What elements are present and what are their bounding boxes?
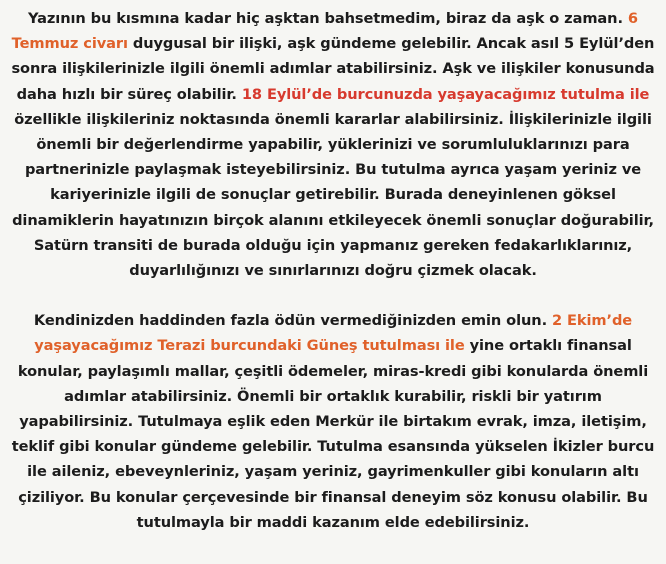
highlight-date-july-6: 6 Temmuz civarı	[11, 10, 638, 53]
text-segment: yine ortaklı finansal konular, paylaşımlı mallar, çeşitli ödemeler, miras-kredi gibi konularda önemli adımlar atabilirsiniz. Önemli bir ortaklık kurabilir, riskli bir yatırım yapabilirsiniz. Tutulmaya eşlik eden Merkür ile birtakım evrak, imza, iletişim, teklif gibi konular gündeme gelebilir. Tutulma esansında yükselen İkizler burcu ile aileniz, ebeveynleriniz, yaşam yeriniz, gayrimenkuller gibi konuların altı çiziliyor. Bu konular çerçevesinde bir finansal deneyim söz konusu olabilir. Bu tutulmayla bir maddi kazanım elde edebilirsiniz.	[11, 337, 655, 531]
text-segment: Yazının bu kısmına kadar hiç aşktan bahsetmedim, biraz da aşk o zaman.	[28, 10, 628, 27]
paragraph-2	[6, 308, 660, 535]
highlight-eclipse-oct-2: 2 Ekim’de yaşayacağımız Terazi burcundaki Güneş tutulması ile	[34, 312, 633, 355]
text-segment: Kendinizden haddinden fazla ödün vermediğinizden emin olun.	[33, 312, 552, 330]
text-segment: özellikle ilişkileriniz noktasında önemli kararlar alabilirsiniz. İlişkilerinizle ilgili önemli bir değerlendirme yapabilir, yüklerinizi ve sorumluluklarınızı para partnerinizle paylaşmak isteyebilirsiniz. Bu tutulma ayrıca yaşam yeriniz ve kariyerinizle ilgili de sonuçlar getirebilir. Burada deneyinlenen göksel dinamiklerin hayatınızın birçok alanını etkileyecek önemli sonuçlar doğurabilir, Satürn transiti de burada olduğu için yapmanız gereken fedakarlıklarınız, duyarlılığınızı ve sınırlarınızı doğru çizmek olacak.	[12, 110, 654, 280]
highlight-eclipse-sept-18: 18 Eylül’de burcunuzda yaşayacağımız tutulma ile	[241, 85, 650, 103]
paragraph-1	[6, 6, 660, 283]
text-segment: duygusal bir ilişki, aşk gündeme gelebilir. Ancak asıl 5 Eylül’den sonra ilişkilerinizle ilgili önemli adımlar atabilirsiniz. Aşk ve ilişkiler konusunda daha hızlı bir süreç olabilir.	[11, 35, 655, 103]
